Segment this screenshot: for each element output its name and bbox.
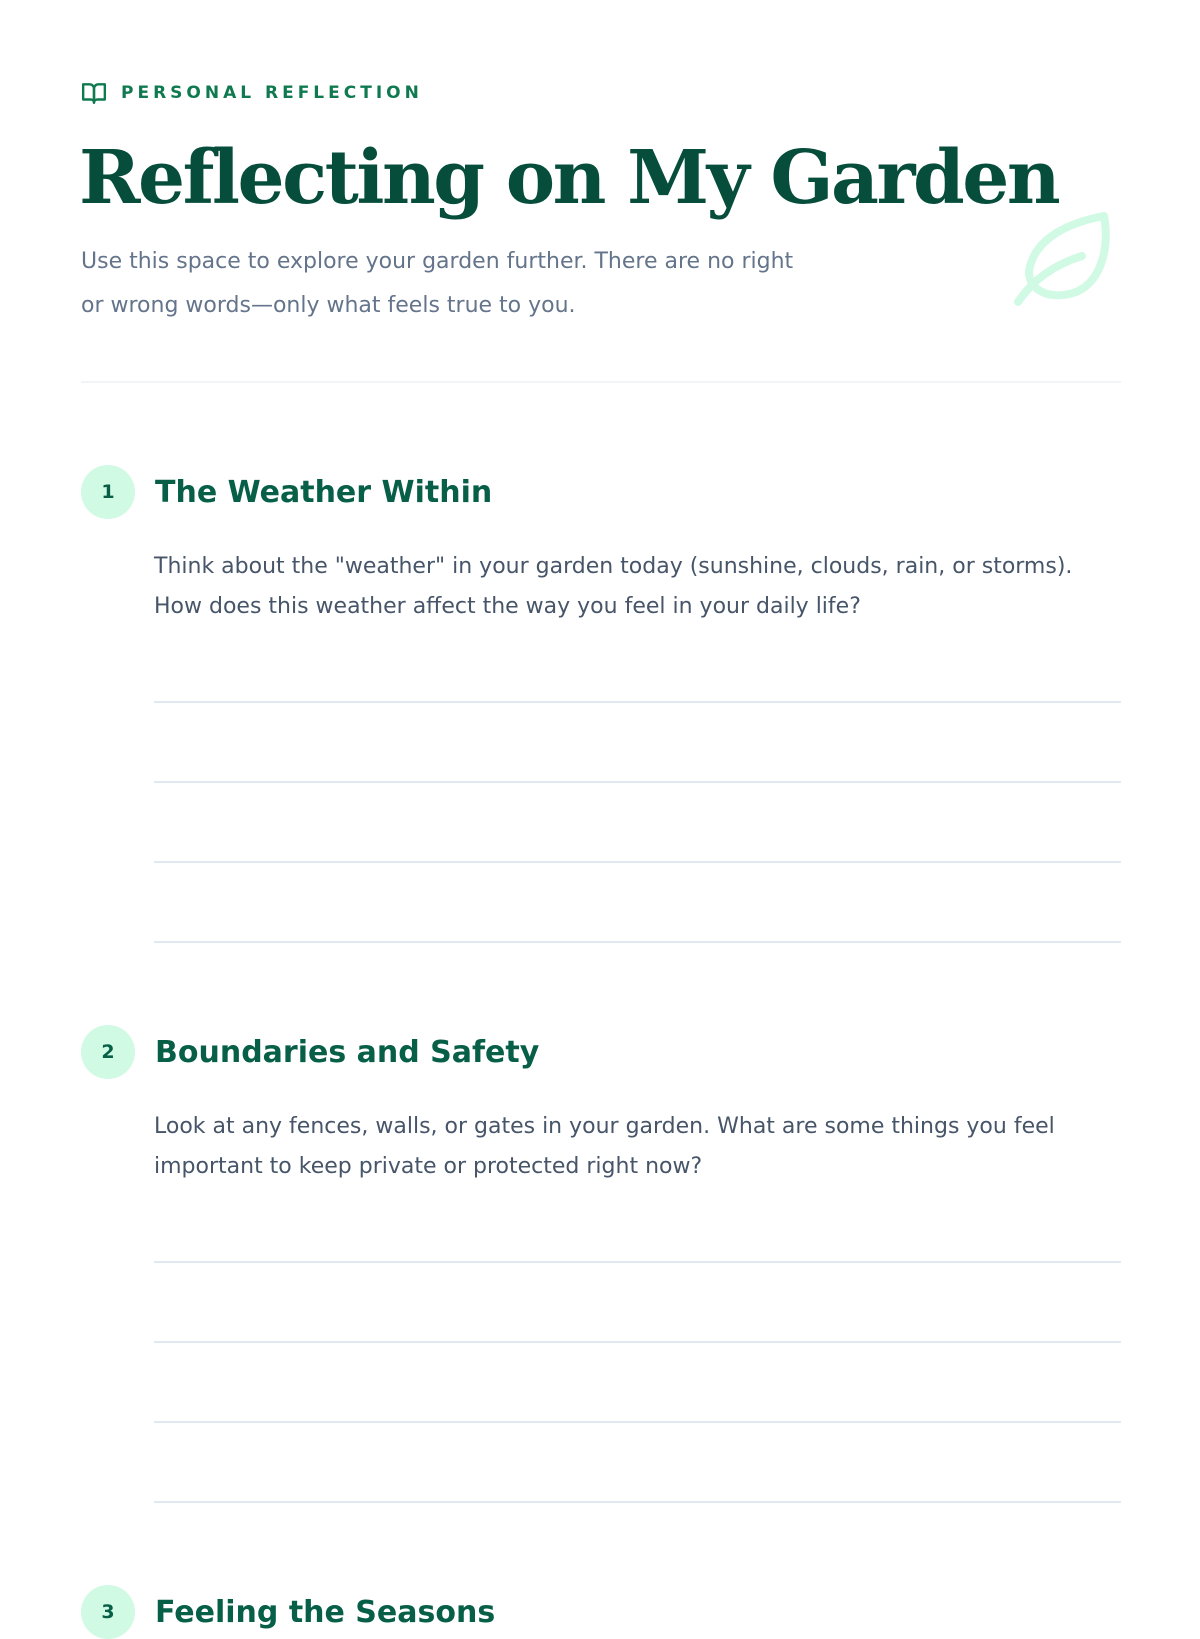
question-title: Boundaries and Safety [155, 1034, 540, 1070]
section-eyebrow [81, 80, 423, 106]
answer-line[interactable] [154, 1261, 1121, 1263]
question-header [81, 1585, 1121, 1639]
open-book-icon [81, 80, 107, 106]
question-prompt: Think about the "weather" in your garden today (sunshine, clouds, rain, or storms). How does this weather affect the way you feel in your daily life? [154, 554, 1073, 619]
question-number-badge: 1 [81, 465, 135, 519]
question-title: The Weather Within [155, 474, 493, 510]
question-prompt: Look at any fences, walls, or gates in your garden. What are some things you feel important to keep private or protected right now? [154, 1114, 1055, 1179]
answer-line[interactable] [154, 861, 1121, 863]
question-2 [81, 1025, 1121, 1187]
page-title: Reflecting on My Garden [79, 135, 1059, 221]
question-header [81, 1025, 1121, 1079]
question-header [81, 465, 1121, 519]
header-divider [81, 381, 1121, 383]
answer-line[interactable] [154, 941, 1121, 943]
question-number-badge: 3 [81, 1585, 135, 1639]
question-number-badge: 2 [81, 1025, 135, 1079]
page-subtitle: Use this space to explore your garden further. There are no right or wrong words—only what feels true to you. [81, 249, 794, 318]
answer-line[interactable] [154, 1421, 1121, 1423]
answer-line[interactable] [154, 1341, 1121, 1343]
leaf-icon [1012, 206, 1116, 314]
answer-line[interactable] [154, 781, 1121, 783]
question-title: Feeling the Seasons [155, 1594, 496, 1630]
eyebrow-label: PERSONAL REFLECTION [121, 83, 423, 103]
answer-line[interactable] [154, 701, 1121, 703]
question-3 [81, 1585, 1121, 1639]
answer-line[interactable] [154, 1501, 1121, 1503]
question-1 [81, 465, 1121, 627]
